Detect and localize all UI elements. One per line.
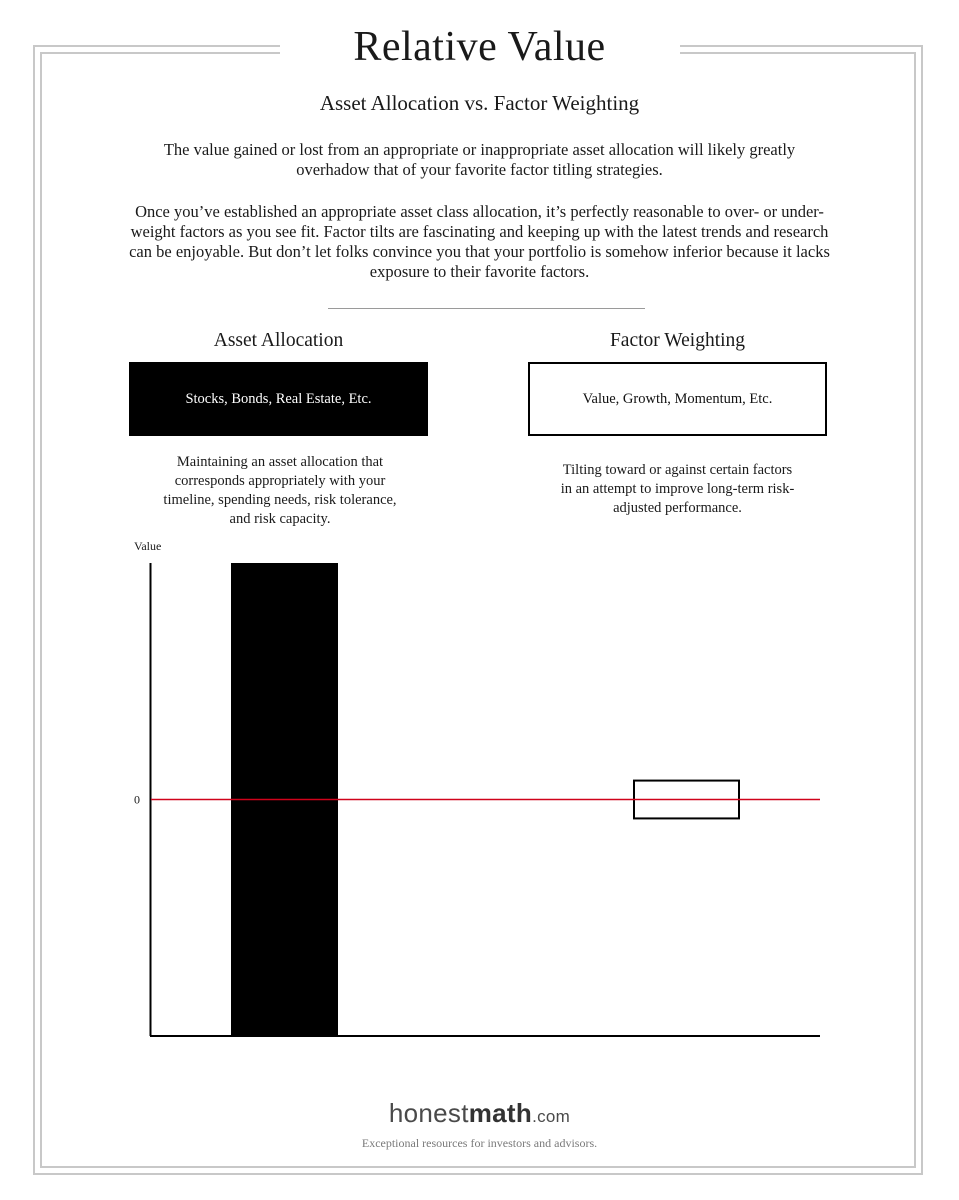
brand-bold: math bbox=[468, 1098, 533, 1128]
asset-allocation-box bbox=[129, 362, 428, 436]
brand-suffix: .com bbox=[532, 1107, 571, 1126]
brand-prefix: honest bbox=[388, 1098, 469, 1128]
section-divider bbox=[328, 308, 645, 309]
asset-allocation-box-label: Stocks, Bonds, Real Estate, Etc. bbox=[185, 390, 372, 407]
asset-allocation-description: Maintaining an asset allocation that corresponds appropriately with your timeline, spending needs, risk tolerance, and risk capacity. bbox=[163, 454, 397, 527]
factor-weighting-box bbox=[528, 362, 827, 436]
tagline: Exceptional resources for investors and advisors. bbox=[361, 1136, 598, 1150]
y-tick-label: 0 bbox=[134, 792, 140, 807]
intro-paragraph: The value gained or lost from an appropriate or inappropriate asset allocation will likely greatly overhadow that of your favorite factor titling strategies. bbox=[163, 140, 796, 179]
brand-logo bbox=[0, 1096, 959, 1134]
y-axis-label: Value bbox=[134, 539, 162, 553]
factor-weighting-heading: Factor Weighting bbox=[609, 330, 746, 351]
page-subtitle: Asset Allocation vs. Factor Weighting bbox=[319, 91, 640, 115]
factor-weighting-box-label: Value, Growth, Momentum, Etc. bbox=[582, 390, 773, 407]
body-paragraph: Once you’ve established an appropriate asset class allocation, it’s perfectly reasonable to over- or under- weight factors as you see fit. Factor tilts are fascinating and keeping up with the latest trends and research can be enjoyable. But don’t let folks convince you that your portfolio is somehow inferior because it lacks exposure to their favorite factors. bbox=[129, 202, 830, 281]
factor-weighting-description: Tilting toward or against certain factors in an attempt to improve long-term risk- adjusted performance. bbox=[560, 462, 795, 516]
page-title: Relative Value bbox=[353, 24, 606, 70]
asset-allocation-heading: Asset Allocation bbox=[213, 330, 344, 351]
relative-value-chart bbox=[0, 530, 959, 1050]
